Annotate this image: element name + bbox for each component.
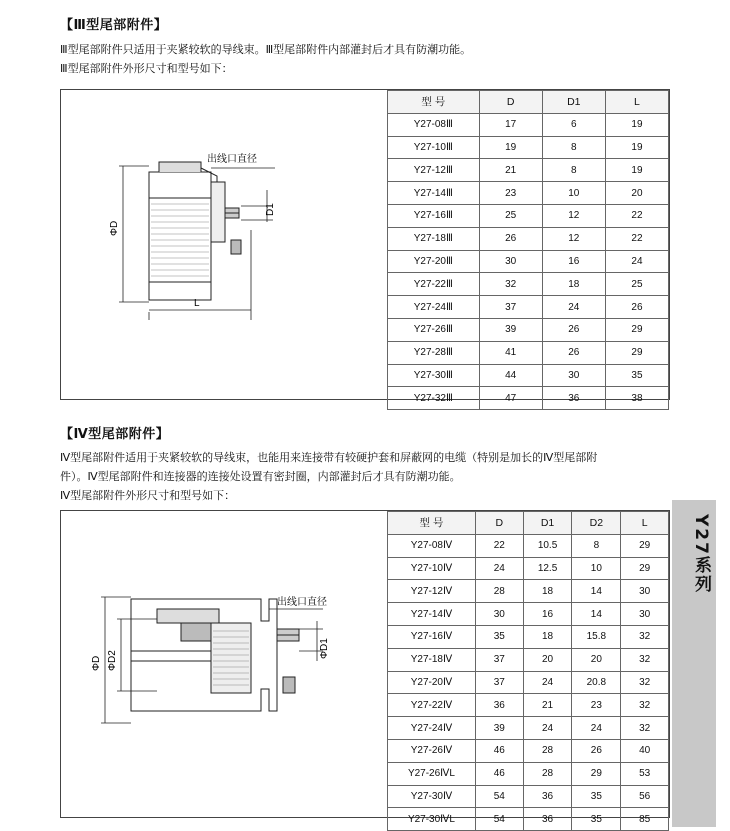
table-cell-model: Y27-16Ⅲ <box>388 204 480 227</box>
table-cell-value: 19 <box>479 136 542 159</box>
table-cell-value: 53 <box>621 762 669 785</box>
table-cell-value: 32 <box>621 717 669 740</box>
table-cell-value: 37 <box>479 296 542 319</box>
section3-label-cable-dia: 出线口直径 <box>207 154 257 165</box>
table-row <box>388 739 669 762</box>
table-cell-value: 20 <box>572 648 621 671</box>
table-cell-value: 36 <box>523 785 572 808</box>
table-cell-value: 85 <box>621 808 669 831</box>
section4-spec-table <box>387 511 669 831</box>
table-cell-value: 40 <box>621 739 669 762</box>
table-row <box>388 625 669 648</box>
table-cell-value: 41 <box>479 341 542 364</box>
table-cell-value: 37 <box>475 648 523 671</box>
table-cell-value: 26 <box>542 318 605 341</box>
section4-desc-line1: Ⅳ型尾部附件适用于夹紧较软的导线束，也能用来连接带有较硬护套和屏蔽网的电缆（特别是加长的Ⅳ型尾部附 <box>60 451 598 464</box>
table-cell-value: 30 <box>621 580 669 603</box>
section4-panel <box>60 510 670 825</box>
table-cell-value: 26 <box>479 227 542 250</box>
header-d1: D1 <box>523 512 572 535</box>
table-cell-model: Y27-30Ⅳ <box>388 785 476 808</box>
table-row <box>388 204 669 227</box>
table-row <box>388 534 669 557</box>
table-cell-value: 30 <box>542 364 605 387</box>
table-cell-value: 35 <box>475 625 523 648</box>
section4-label-d1: ΦD1 <box>319 638 330 659</box>
section4-title: 【Ⅳ型尾部附件】 <box>60 427 170 442</box>
table-cell-value: 20 <box>605 182 668 205</box>
table-cell-value: 22 <box>475 534 523 557</box>
section3-technical-drawing <box>61 90 387 399</box>
table-cell-model: Y27-16Ⅳ <box>388 625 476 648</box>
table-cell-value: 10.5 <box>523 534 572 557</box>
table-cell-value: 28 <box>523 762 572 785</box>
table-row <box>388 364 669 387</box>
table-cell-value: 23 <box>479 182 542 205</box>
table-row <box>388 227 669 250</box>
table-cell-value: 10 <box>572 557 621 580</box>
table-cell-model: Y27-22Ⅲ <box>388 273 480 296</box>
table-cell-value: 26 <box>542 341 605 364</box>
table-cell-model: Y27-18Ⅲ <box>388 227 480 250</box>
table-row <box>388 694 669 717</box>
table-cell-value: 18 <box>542 273 605 296</box>
table-cell-value: 17 <box>479 113 542 136</box>
series-label: Y27系列 <box>691 514 711 594</box>
table-cell-value: 24 <box>572 717 621 740</box>
table-row <box>388 159 669 182</box>
table-cell-value: 28 <box>523 739 572 762</box>
table-cell-value: 39 <box>475 717 523 740</box>
header-d1: D1 <box>542 91 605 114</box>
series-side-tab <box>672 500 716 827</box>
section3-label-l: L <box>194 298 200 309</box>
section3-description <box>60 40 670 78</box>
table-cell-value: 36 <box>542 387 605 410</box>
table-row <box>388 671 669 694</box>
table-cell-model: Y27-26Ⅳ <box>388 739 476 762</box>
table-row <box>388 136 669 159</box>
table-row <box>388 387 669 410</box>
table-cell-model: Y27-14Ⅳ <box>388 603 476 626</box>
table-cell-value: 19 <box>605 113 668 136</box>
table-cell-value: 26 <box>605 296 668 319</box>
table-cell-model: Y27-22Ⅳ <box>388 694 476 717</box>
table-cell-value: 30 <box>621 603 669 626</box>
table-cell-value: 54 <box>475 785 523 808</box>
table-cell-model: Y27-20Ⅲ <box>388 250 480 273</box>
table-cell-value: 30 <box>475 603 523 626</box>
table-cell-model: Y27-18Ⅳ <box>388 648 476 671</box>
table-cell-value: 56 <box>621 785 669 808</box>
table-cell-value: 36 <box>475 694 523 717</box>
table-cell-value: 22 <box>605 204 668 227</box>
header-model: 型 号 <box>388 91 480 114</box>
table-cell-value: 12 <box>542 204 605 227</box>
table-row <box>388 341 669 364</box>
table-cell-model: Y27-28Ⅲ <box>388 341 480 364</box>
table-cell-value: 12 <box>542 227 605 250</box>
section4-desc-line3: Ⅳ型尾部附件外形尺寸和型号如下： <box>60 489 236 502</box>
table-cell-value: 37 <box>475 671 523 694</box>
header-d: D <box>475 512 523 535</box>
table-cell-value: 18 <box>523 580 572 603</box>
section4-technical-drawing <box>61 511 387 817</box>
table-cell-value: 32 <box>621 648 669 671</box>
table-cell-value: 25 <box>479 204 542 227</box>
section3-table-body <box>388 113 669 409</box>
section3-panel <box>60 89 670 404</box>
section4-label-d: ΦD <box>91 655 102 671</box>
table-cell-value: 18 <box>523 625 572 648</box>
table-cell-value: 24 <box>523 671 572 694</box>
table-row <box>388 580 669 603</box>
section3-desc-line1: Ⅲ型尾部附件只适用于夹紧较软的导线束。Ⅲ型尾部附件内部灌封后才具有防潮功能。 <box>60 43 472 56</box>
table-row <box>388 603 669 626</box>
table-row <box>388 762 669 785</box>
table-cell-value: 14 <box>572 603 621 626</box>
table-cell-model: Y27-08Ⅲ <box>388 113 480 136</box>
table-cell-value: 14 <box>572 580 621 603</box>
header-d2: D2 <box>572 512 621 535</box>
section3-label-d1: D1 <box>265 203 276 216</box>
table-cell-value: 20 <box>523 648 572 671</box>
table-cell-value: 29 <box>572 762 621 785</box>
table-cell-value: 35 <box>605 364 668 387</box>
table-cell-value: 10 <box>542 182 605 205</box>
section4-table-body <box>388 534 669 830</box>
section4-label-cable-dia: 出线口直径 <box>277 597 327 608</box>
table-cell-value: 24 <box>542 296 605 319</box>
table-cell-value: 8 <box>542 159 605 182</box>
table-cell-value: 44 <box>479 364 542 387</box>
table-cell-model: Y27-32Ⅲ <box>388 387 480 410</box>
table-cell-value: 39 <box>479 318 542 341</box>
section4-description <box>60 448 670 505</box>
table-row <box>388 182 669 205</box>
section4-desc-line2: 件）。Ⅳ型尾部附件和连接器的连接处设置有密封圈，内部灌封后才具有防潮功能。 <box>60 470 461 483</box>
section3-label-d: ΦD <box>109 220 120 236</box>
table-cell-value: 8 <box>572 534 621 557</box>
table-row <box>388 808 669 831</box>
table-cell-value: 16 <box>542 250 605 273</box>
section3-desc-line2: Ⅲ型尾部附件外形尺寸和型号如下： <box>60 62 233 75</box>
table-cell-value: 24 <box>523 717 572 740</box>
table-cell-model: Y27-30Ⅲ <box>388 364 480 387</box>
table-cell-value: 29 <box>605 341 668 364</box>
table-cell-value: 28 <box>475 580 523 603</box>
header-model: 型 号 <box>388 512 476 535</box>
table-cell-value: 26 <box>572 739 621 762</box>
table-cell-value: 23 <box>572 694 621 717</box>
table-cell-model: Y27-08Ⅳ <box>388 534 476 557</box>
section4-label-d2: ΦD2 <box>107 650 118 671</box>
table-cell-value: 46 <box>475 762 523 785</box>
table-cell-value: 15.8 <box>572 625 621 648</box>
table-cell-value: 25 <box>605 273 668 296</box>
table-cell-value: 35 <box>572 785 621 808</box>
table-row <box>388 318 669 341</box>
table-cell-value: 29 <box>621 534 669 557</box>
table-cell-value: 35 <box>572 808 621 831</box>
table-cell-value: 38 <box>605 387 668 410</box>
table-cell-value: 47 <box>479 387 542 410</box>
table-row <box>388 250 669 273</box>
table-cell-model: Y27-30ⅣL <box>388 808 476 831</box>
header-l: L <box>605 91 668 114</box>
table-cell-value: 30 <box>479 250 542 273</box>
table-row <box>388 113 669 136</box>
table-header-row <box>388 91 669 114</box>
table-cell-value: 20.8 <box>572 671 621 694</box>
header-d: D <box>479 91 542 114</box>
table-cell-value: 16 <box>523 603 572 626</box>
table-cell-value: 19 <box>605 159 668 182</box>
table-cell-model: Y27-26Ⅲ <box>388 318 480 341</box>
table-cell-model: Y27-10Ⅲ <box>388 136 480 159</box>
table-cell-model: Y27-20Ⅳ <box>388 671 476 694</box>
table-cell-value: 32 <box>621 671 669 694</box>
table-cell-model: Y27-26ⅣL <box>388 762 476 785</box>
table-cell-value: 6 <box>542 113 605 136</box>
table-cell-model: Y27-24Ⅲ <box>388 296 480 319</box>
table-cell-model: Y27-14Ⅲ <box>388 182 480 205</box>
table-cell-value: 32 <box>621 694 669 717</box>
table-cell-value: 54 <box>475 808 523 831</box>
table-cell-value: 36 <box>523 808 572 831</box>
table-cell-value: 12.5 <box>523 557 572 580</box>
table-cell-value: 24 <box>605 250 668 273</box>
table-cell-value: 21 <box>479 159 542 182</box>
table-cell-value: 22 <box>605 227 668 250</box>
section3-spec-table <box>387 90 669 410</box>
table-row <box>388 785 669 808</box>
table-cell-value: 29 <box>605 318 668 341</box>
table-cell-value: 21 <box>523 694 572 717</box>
table-cell-value: 32 <box>621 625 669 648</box>
table-row <box>388 717 669 740</box>
table-cell-model: Y27-10Ⅳ <box>388 557 476 580</box>
table-cell-model: Y27-12Ⅳ <box>388 580 476 603</box>
table-cell-value: 46 <box>475 739 523 762</box>
table-row <box>388 557 669 580</box>
table-cell-value: 24 <box>475 557 523 580</box>
table-cell-value: 19 <box>605 136 668 159</box>
table-row <box>388 273 669 296</box>
table-cell-model: Y27-24Ⅳ <box>388 717 476 740</box>
header-l: L <box>621 512 669 535</box>
table-header-row <box>388 512 669 535</box>
table-row <box>388 648 669 671</box>
table-row <box>388 296 669 319</box>
table-cell-value: 29 <box>621 557 669 580</box>
table-cell-model: Y27-12Ⅲ <box>388 159 480 182</box>
table-cell-value: 8 <box>542 136 605 159</box>
section3-title: 【Ⅲ型尾部附件】 <box>60 18 168 33</box>
table-cell-value: 32 <box>479 273 542 296</box>
